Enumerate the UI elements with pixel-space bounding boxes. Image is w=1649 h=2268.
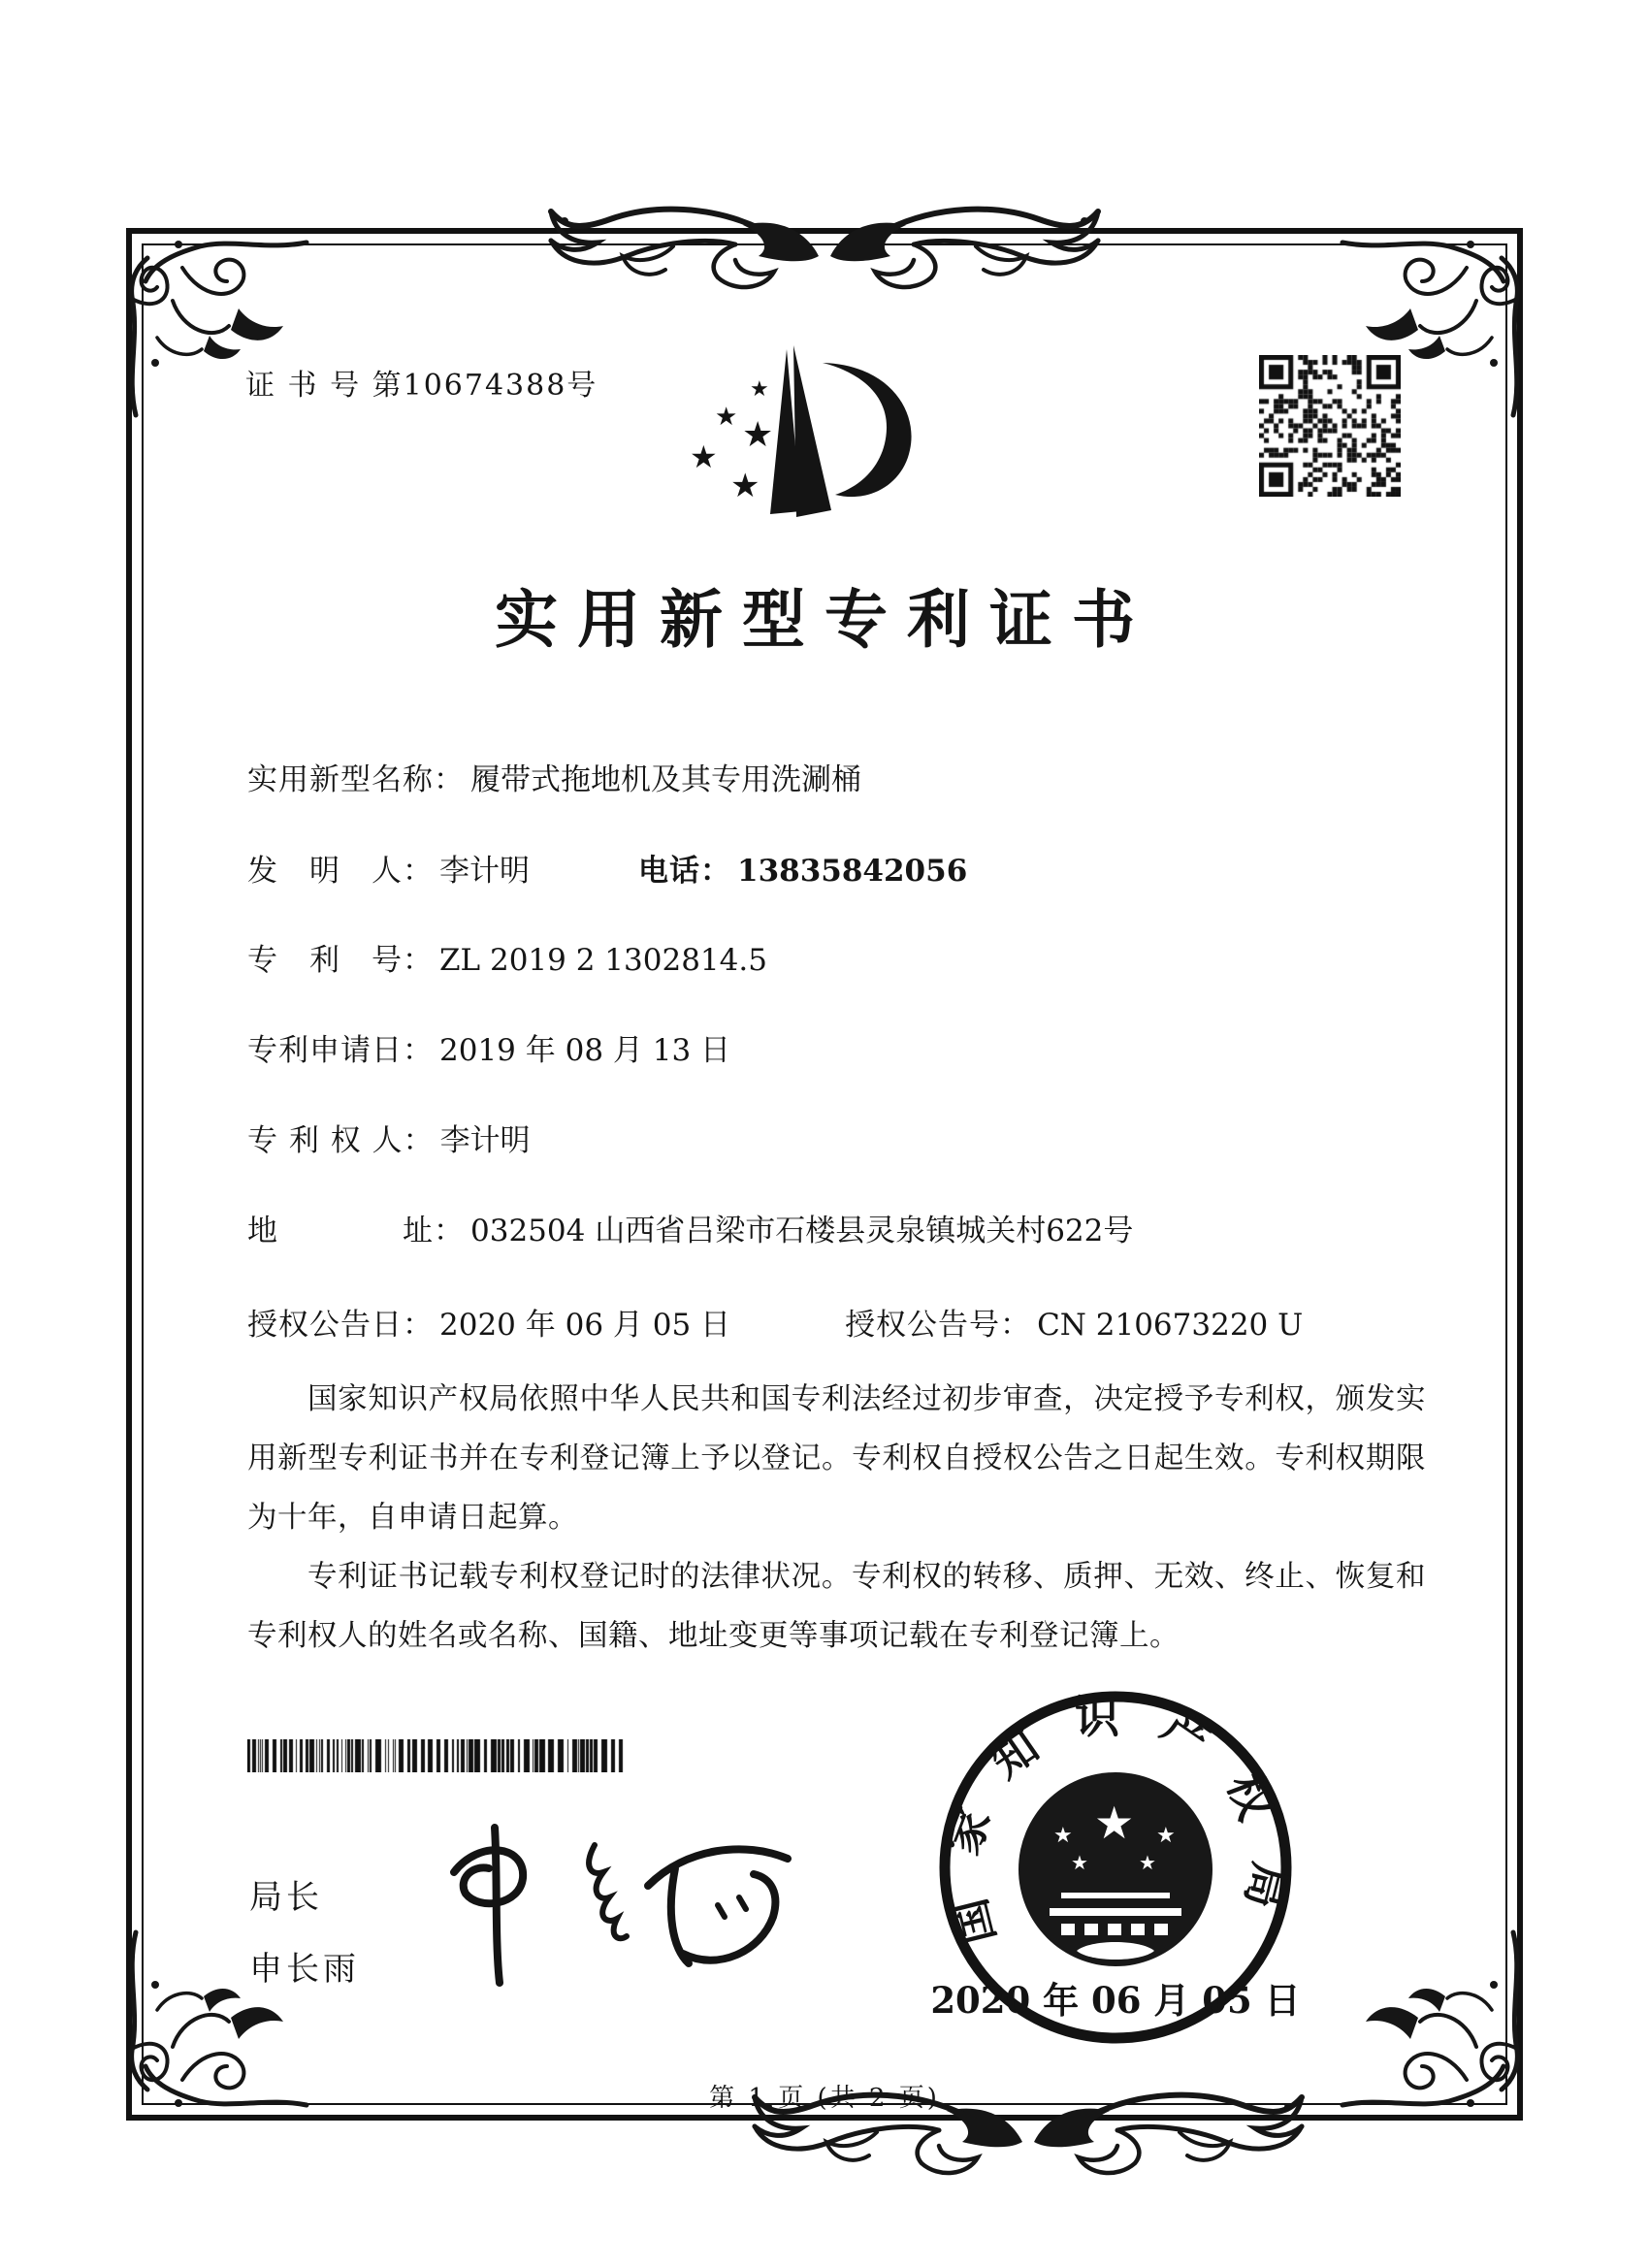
field-value-phone: 13835842056 <box>737 854 968 889</box>
field-value: 李计明 <box>439 854 530 889</box>
field-inventor <box>247 850 1440 892</box>
signature-shen-changyu <box>398 1816 815 2010</box>
official-seal <box>923 1675 1308 2059</box>
field-value: 2020 年 06 月 05 日 <box>439 1308 731 1343</box>
field-value: 2019 年 08 月 13 日 <box>439 1033 731 1068</box>
field-label: 授权公告日： <box>247 1308 434 1343</box>
field-utility-model-name <box>247 759 1440 801</box>
seal-date: 2020 年 06 月 05 日 <box>930 1979 1301 2022</box>
seal-ring-text: 国家知识产权局 <box>934 1690 1297 1950</box>
field-patentee <box>247 1119 1440 1162</box>
qr-code <box>1259 355 1401 497</box>
certificate-title: 实用新型专利证书 <box>494 583 1154 657</box>
field-label: 专 利 权 人： <box>247 1123 435 1158</box>
field-label-phone: 电话： <box>638 854 731 889</box>
official-name: 申长雨 <box>249 1950 360 1989</box>
field-address <box>247 1210 1440 1252</box>
field-label: 专利申请日： <box>247 1033 434 1068</box>
barcode <box>247 1739 626 1772</box>
field-label: 专 利 号： <box>247 943 434 978</box>
certificate-number: 证 书 号 第10674388号 <box>245 369 598 403</box>
legal-paragraph-1: 国家知识产权局依照中华人民共和国专利法经过初步审查，决定授予专利权，颁发实用新型专利证书并在专利登记簿上予以登记。专利权自授权公告之日起生效。专利权期限为十年，自申请日起算。 <box>247 1382 1426 1535</box>
star-icon: ★ <box>730 467 760 505</box>
svg-text:★: ★ <box>1053 1824 1073 1848</box>
field-label: 地 址： <box>247 1214 465 1248</box>
field-grant-publication <box>247 1304 1440 1346</box>
svg-text:★: ★ <box>1071 1851 1088 1874</box>
field-value: 032504 山西省吕梁市石楼县灵泉镇城关村622号 <box>470 1214 1134 1248</box>
field-label: 发 明 人： <box>247 854 434 889</box>
logo-crescent <box>823 363 912 497</box>
national-emblem-icon <box>1018 1772 1212 1966</box>
field-value: ZL 2019 2 1302814.5 <box>439 943 767 978</box>
field-label: 实用新型名称： <box>247 762 465 797</box>
field-value: 履带式拖地机及其专用洗涮桶 <box>470 762 861 797</box>
star-icon: ★ <box>715 403 738 432</box>
legal-paragraph-2: 专利证书记载专利权登记时的法律状况。专利权的转移、质押、无效、终止、恢复和专利权人的姓名或名称、国籍、地址变更等事项记载在专利登记簿上。 <box>247 1560 1426 1653</box>
field-value-pub-no: CN 210673220 U <box>1037 1308 1304 1343</box>
official-title: 局长 <box>249 1878 323 1917</box>
star-icon: ★ <box>690 438 718 475</box>
logo-tower-right <box>793 345 831 517</box>
star-icon: ★ <box>750 377 769 402</box>
page-number: 第 1 页 (共 2 页) <box>709 2084 940 2113</box>
field-patent-number <box>247 939 1440 982</box>
star-icon: ★ <box>742 415 774 455</box>
legal-text <box>247 1370 1426 1666</box>
svg-text:★: ★ <box>1094 1797 1135 1849</box>
field-value: 李计明 <box>439 1123 531 1158</box>
svg-text:★: ★ <box>1139 1851 1156 1874</box>
cnipa-logo <box>626 320 936 567</box>
svg-text:★: ★ <box>1156 1824 1176 1848</box>
field-label-pub-no: 授权公告号： <box>845 1308 1032 1343</box>
field-filing-date <box>247 1029 1440 1072</box>
